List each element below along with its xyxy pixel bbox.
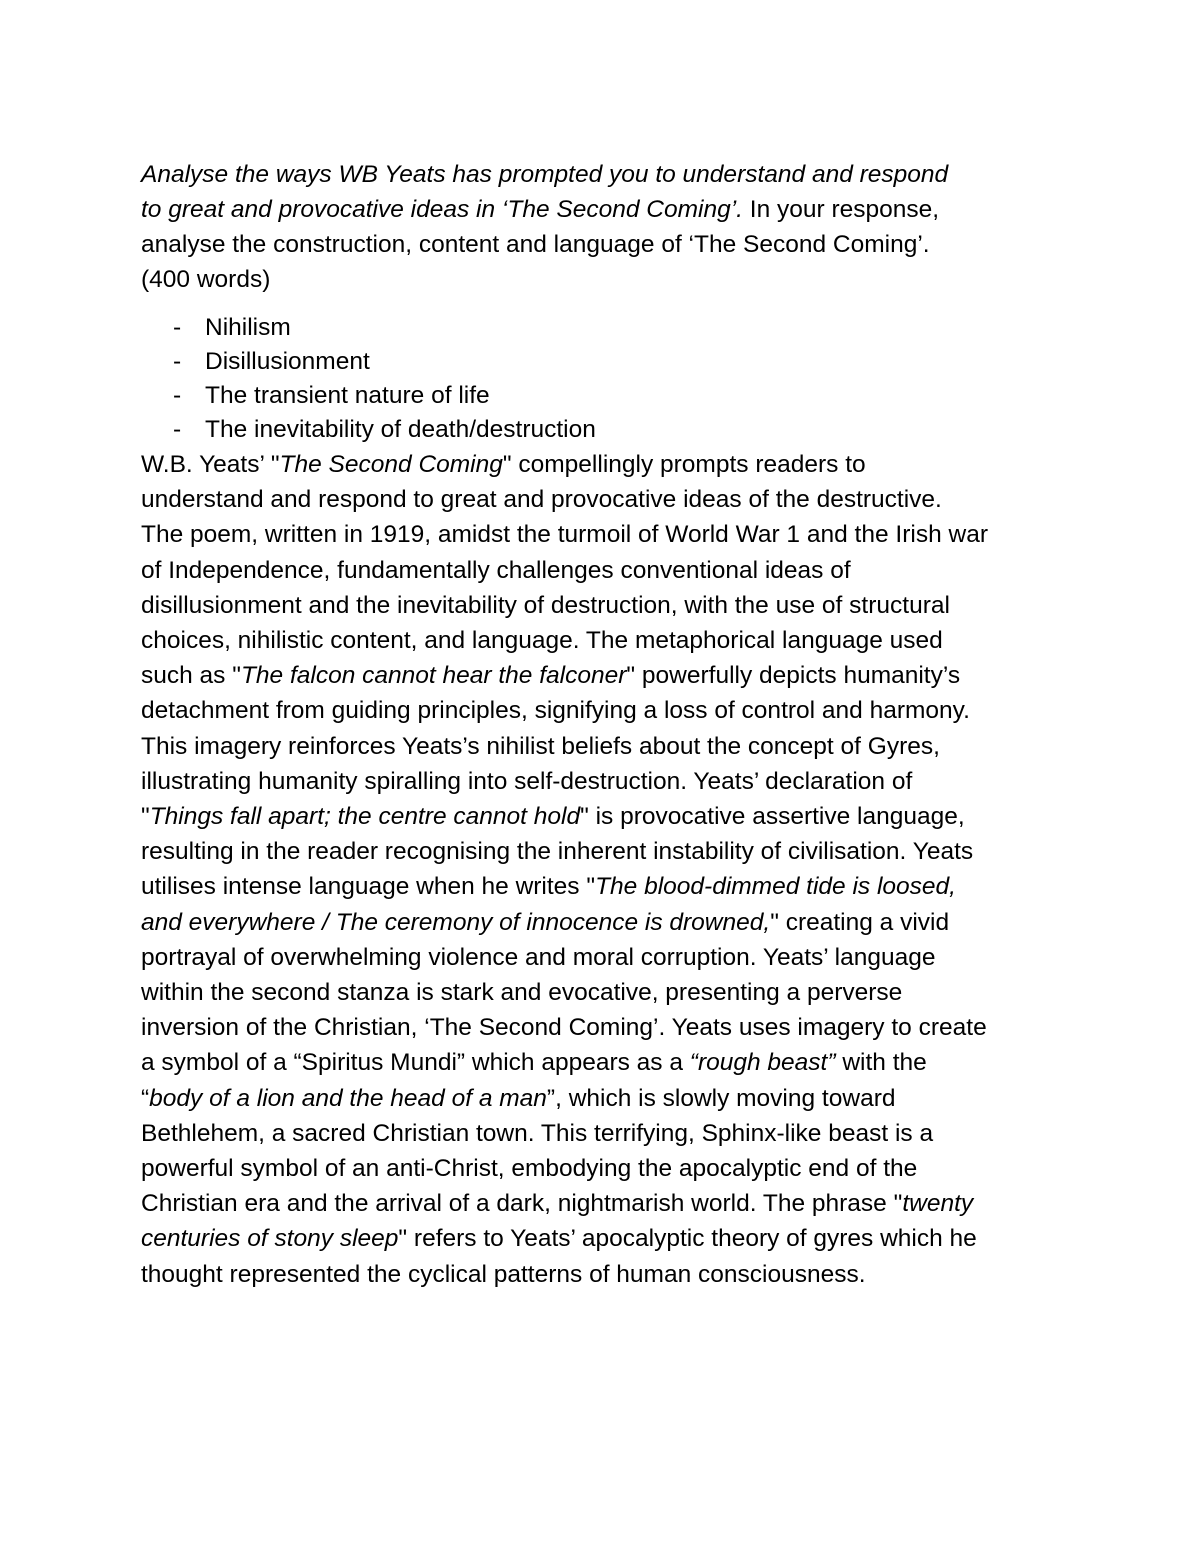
- essay-text: " refers to Yeats’ apocalyptic theory of gyres which he thought represented the cyclical patterns of human consciousness.: [141, 1225, 977, 1288]
- essay-text: " powerfully depicts humanity’s detachment from guiding principles, signifying a loss of control and harmony. This imagery reinforces Yeats’s nihilist beliefs about the concept of Gyres, illustrating humanity spiralling into self-destruction. Yeats’ declaration of ": [141, 662, 970, 831]
- essay-quote: twenty centuries of stony sleep: [141, 1190, 974, 1253]
- list-item: [141, 379, 1071, 413]
- list-item-text: The transient nature of life: [205, 382, 490, 409]
- essay-text: " creating a vivid portrayal of overwhelming violence and moral corruption. Yeats’ language within the second stanza is stark and evocative, presenting a perverse inversion of the Christian, ‘The Second Coming’. Yeats uses imagery to create a symbol of a “Spiritus Mundi” which appears as a: [141, 908, 987, 1077]
- prompt-question-italic: Analyse the ways WB Yeats has prompted you to understand and respond to great and provocative ideas in ‘The Second Coming’.: [141, 161, 949, 223]
- list-item: [141, 413, 1071, 447]
- essay-quote: The blood-dimmed tide is loosed, and everywhere / The ceremony of innocence is drowned,: [141, 873, 956, 936]
- essay-quote: “rough beast”: [689, 1049, 836, 1077]
- list-dash: -: [173, 416, 182, 443]
- list-item: [141, 345, 1071, 379]
- list-item: [141, 311, 1071, 345]
- essay-text: ”, which is slowly moving toward Bethlehem, a sacred Christian town. This terrifying, Sphinx-like beast is a powerful symbol of an anti-Christ, embodying the apocalyptic end of the Christian era and the arrival of a dark, nightmarish world. The phrase ": [141, 1084, 934, 1218]
- essay-text: " compellingly prompts readers to understand and respond to great and provocative ideas of the destructive. The poem, written in 1919, amidst the turmoil of World War 1 and the Irish war of Independence, fundamentally challenges conventional ideas of disillusionment and the inevitability of destruction, with the use of structural choices, nihilistic content, and language. The metaphorical language used such as ": [141, 451, 988, 690]
- list-item-text: Nihilism: [205, 314, 291, 341]
- essay-text: W.B. Yeats’ ": [141, 451, 280, 478]
- essay-quote: The falcon cannot hear the falconer: [240, 662, 627, 690]
- list-dash: -: [173, 348, 182, 375]
- list-dash: -: [173, 314, 182, 341]
- theme-list: [141, 311, 1071, 447]
- essay-quote: The Second Coming: [279, 451, 503, 478]
- document-page: [141, 157, 1071, 1292]
- list-item-text: The inevitability of death/destruction: [205, 416, 596, 443]
- essay-text: with the “: [141, 1049, 927, 1112]
- essay-body: [141, 447, 1071, 1292]
- list-item-text: Disillusionment: [205, 348, 370, 375]
- essay-quote: body of a lion and the head of a man: [149, 1084, 547, 1112]
- essay-text: " is provocative assertive language, resulting in the reader recognising the inherent instability of civilisation. Yeats utilises intense language when he writes ": [141, 803, 974, 901]
- prompt-instructions: In your response, analyse the construction, content and language of ‘The Second Coming’. (400 words): [141, 196, 940, 293]
- essay-prompt: [141, 157, 1071, 297]
- list-dash: -: [173, 382, 182, 409]
- essay-quote: Things fall apart; the centre cannot hold: [149, 803, 581, 831]
